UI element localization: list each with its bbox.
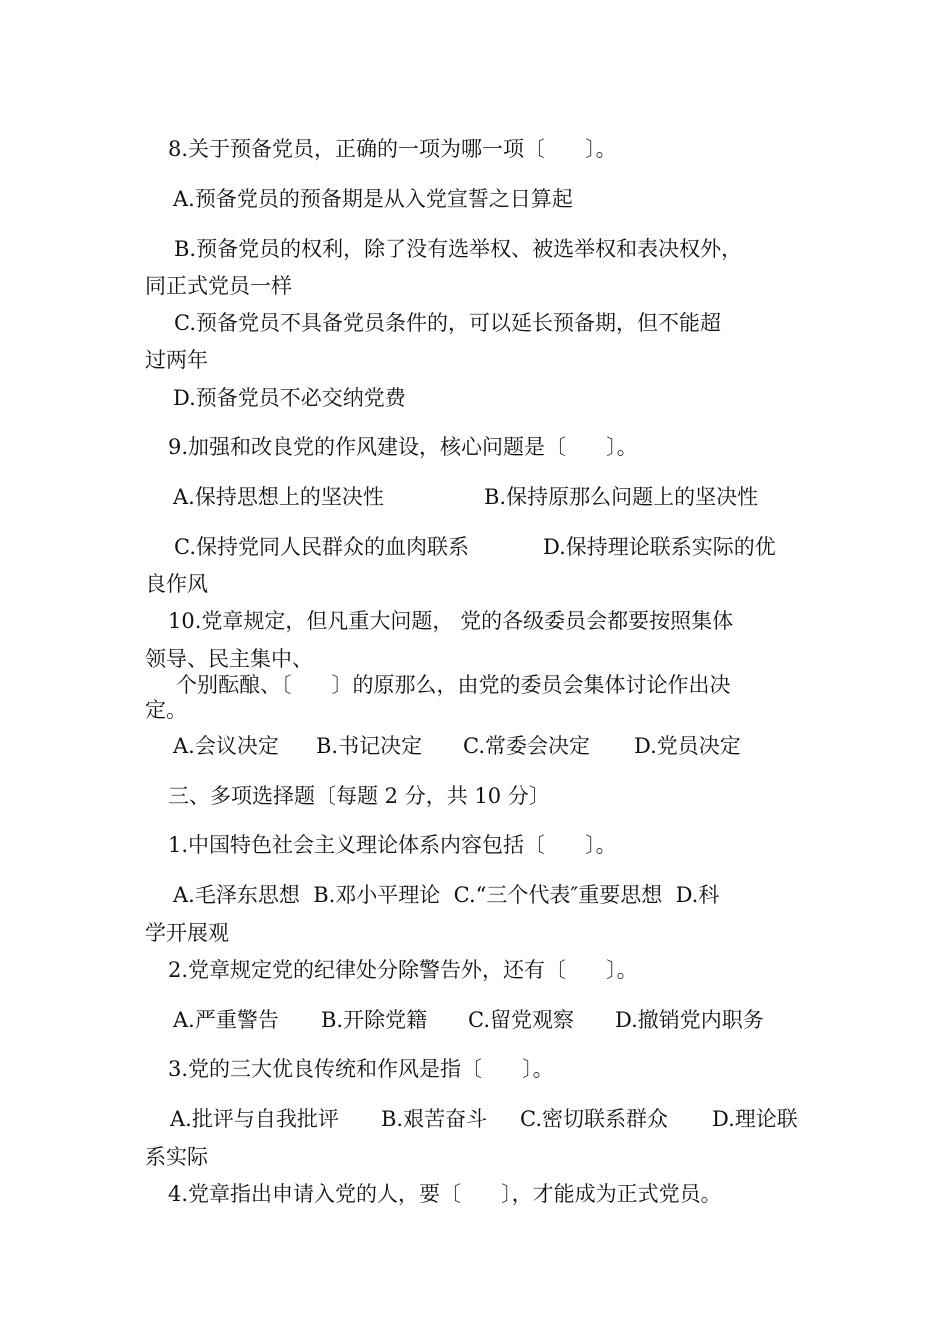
question-9-option-c: C.保持党同人民群众的血肉联系 bbox=[174, 535, 469, 559]
question-10-option-a: A.会议决定 bbox=[173, 734, 279, 758]
question-10-continued-1: 领导、民主集中、 bbox=[145, 647, 313, 671]
multi-question-2: 2.党章规定党的纪律处分除警告外，还有〔 〕。 bbox=[168, 958, 638, 982]
multi-question-3-option-d-continued: 系实际 bbox=[145, 1145, 208, 1169]
multi-question-2-option-c: C.留党观察 bbox=[468, 1008, 574, 1032]
question-10-option-d: D.党员决定 bbox=[634, 734, 741, 758]
question-10-option-c: C.常委会决定 bbox=[463, 734, 590, 758]
multi-question-2-option-a: A.严重警告 bbox=[173, 1008, 279, 1032]
multi-question-3-option-b: B.艰苦奋斗 bbox=[381, 1107, 488, 1131]
multi-question-4: 4.党章指出申请入党的人，要〔 〕，才能成为正式党员。 bbox=[168, 1182, 722, 1206]
multi-question-3-option-a: A.批评与自我批评 bbox=[170, 1107, 339, 1131]
multi-question-1-options: A.毛泽东思想 B.邓小平理论 C.“三个代表″重要思想 D.科 bbox=[173, 883, 720, 907]
multi-question-2-option-b: B.开除党籍 bbox=[321, 1008, 428, 1032]
question-10-continued-3: 定。 bbox=[145, 698, 187, 722]
multi-question-1-options-continued: 学开展观 bbox=[145, 921, 229, 945]
question-10-continued-2: 个别酝酿、〔 〕的原那么，由党的委员会集体讨论作出决 bbox=[176, 673, 731, 697]
question-9-option-d: D.保持理论联系实际的优 bbox=[543, 535, 776, 559]
question-8-option-a: A.预备党员的预备期是从入党宣誓之日算起 bbox=[173, 187, 573, 211]
question-9: 9.加强和改良党的作风建设，核心问题是〔 〕。 bbox=[168, 435, 638, 459]
question-10-option-b: B.书记决定 bbox=[316, 734, 423, 758]
question-8-option-b: B.预备党员的权利，除了没有选举权、被选举权和表决权外， bbox=[174, 237, 743, 261]
question-10: 10.党章规定，但凡重大问题， 党的各级委员会都要按照集体 bbox=[168, 609, 734, 633]
section-heading: 三、多项选择题〔每题 2 分，共 10 分〕 bbox=[168, 784, 550, 808]
question-8-option-b-continued: 同正式党员一样 bbox=[145, 274, 292, 298]
multi-question-2-option-d: D.撤销党内职务 bbox=[615, 1008, 764, 1032]
question-9-option-a: A.保持思想上的坚决性 bbox=[173, 485, 384, 509]
question-9-option-d-continued: 良作风 bbox=[145, 572, 208, 596]
multi-question-3: 3.党的三大优良传统和作风是指〔 〕。 bbox=[168, 1057, 554, 1081]
question-9-option-b: B.保持原那么问题上的坚决性 bbox=[484, 485, 759, 509]
question-8-option-c: C.预备党员不具备党员条件的，可以延长预备期，但不能超 bbox=[174, 311, 721, 335]
multi-question-3-option-d: D.理论联 bbox=[712, 1107, 798, 1131]
multi-question-1: 1.中国特色社会主义理论体系内容包括〔 〕。 bbox=[168, 833, 617, 857]
question-8: 8.关于预备党员，正确的一项为哪一项〔 〕。 bbox=[168, 137, 617, 161]
question-8-option-c-continued: 过两年 bbox=[145, 348, 208, 372]
multi-question-3-option-c: C.密切联系群众 bbox=[520, 1107, 668, 1131]
question-8-option-d: D.预备党员不必交纳党费 bbox=[173, 386, 406, 410]
